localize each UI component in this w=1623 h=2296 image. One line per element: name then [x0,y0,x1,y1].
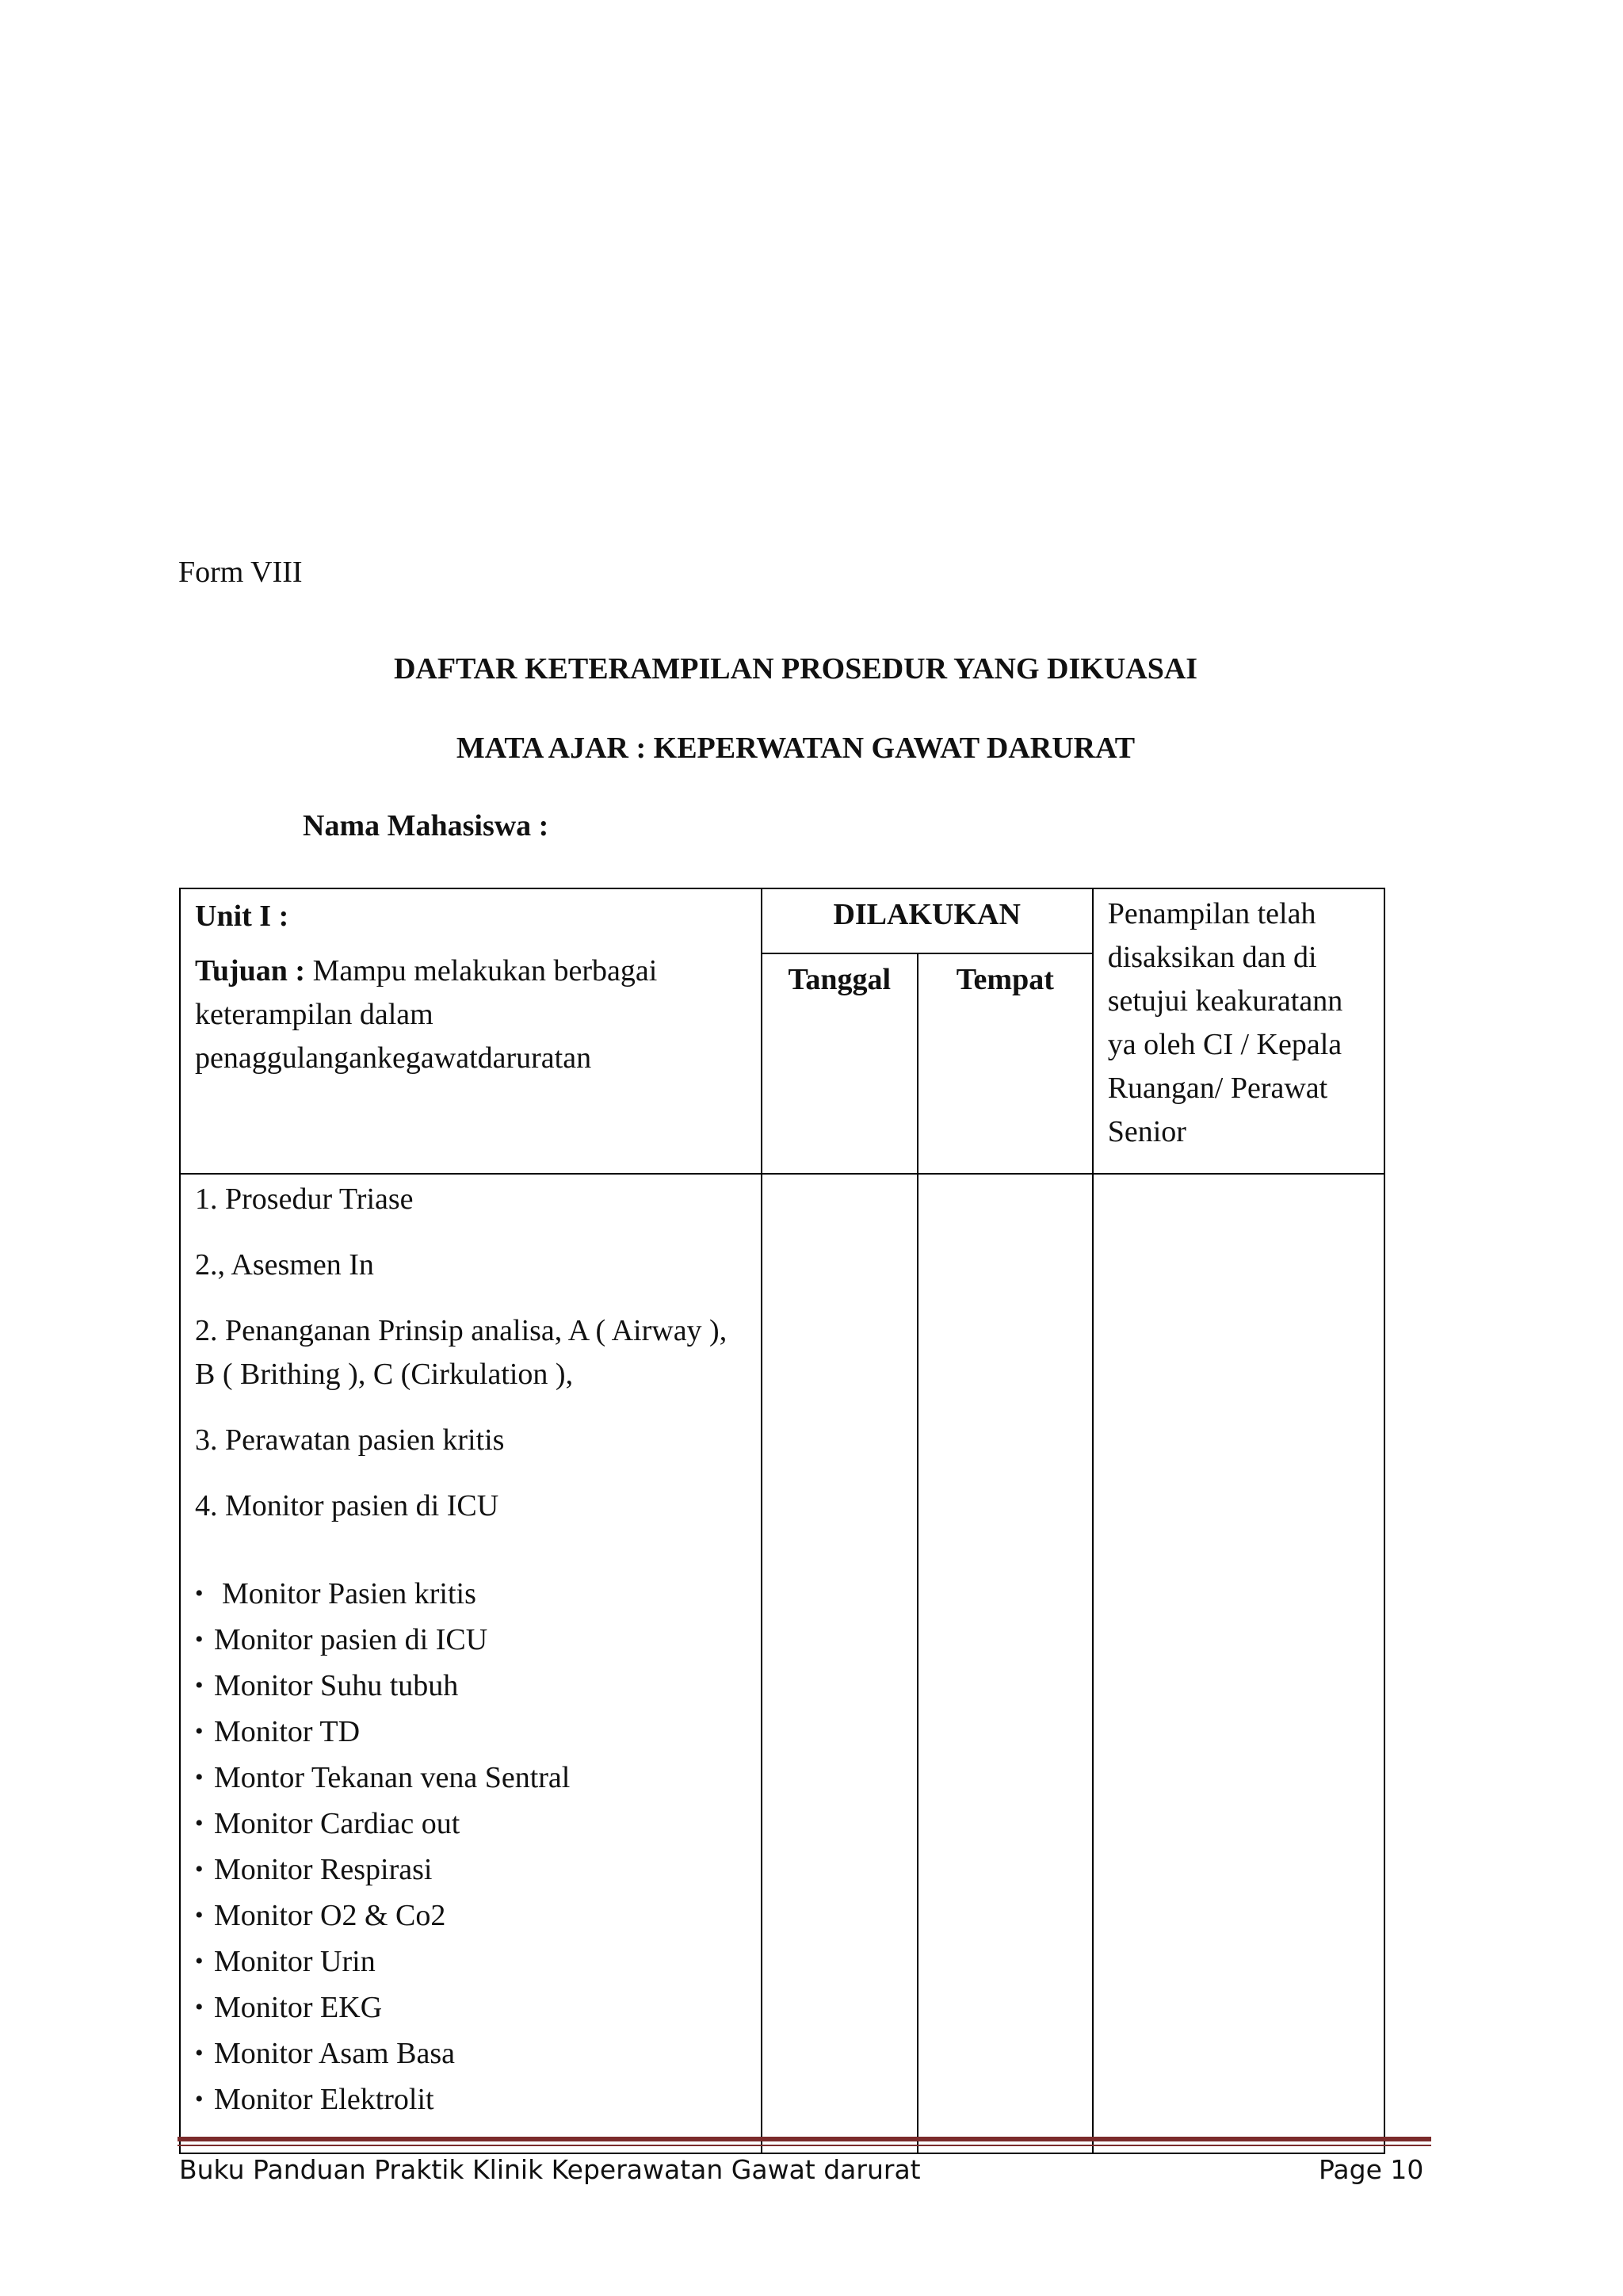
bullet-icon: • [195,1718,204,1744]
tempat-header-cell [918,953,1093,1174]
bullet-icon: • [195,1994,204,2020]
procedures-cell [180,1174,762,2153]
tanggal-header-cell [762,953,918,1174]
bullet-icon: • [195,2040,204,2066]
dilakukan-header: DILAKUKAN [833,898,1021,931]
procedure-item: 3. Perawatan pasien kritis [195,1423,505,1457]
bullet-icon: • [195,1810,204,1836]
penampilan-entry-cell[interactable] [1093,1174,1384,2153]
list-item: • Monitor Urin [195,1939,747,1985]
procedure-item: 1. Prosedur Triase [195,1182,414,1216]
list-item: • Monitor pasien di ICU [195,1617,747,1663]
bullet-icon: • [195,1672,204,1698]
tujuan-text: Mampu melakukan berbagai keterampilan dalam penaggulangankegawatdaruratan [195,954,658,1075]
penampilan-header-cell [1093,888,1384,1174]
tempat-entry-cell[interactable] [918,1174,1093,2153]
skills-table [179,888,1385,2154]
bullet-icon: • [195,1902,204,1928]
bullet-icon: • [195,1580,204,1606]
bullet-icon: • [195,1856,204,1882]
bullet-icon: • [195,2086,204,2112]
procedure-item: 2., Asesmen In [195,1248,374,1282]
form-label: Form VIII [178,556,303,589]
student-name-label: Nama Mahasiswa : [303,809,549,842]
tujuan-paragraph [195,949,747,1080]
list-item: • Monitor EKG [195,1985,747,2030]
footer-page-number: Page 10 [1319,2154,1424,2185]
footer-rule-thick [178,2137,1431,2141]
page-title: DAFTAR KETERAMPILAN PROSEDUR YANG DIKUASAI [393,652,1198,686]
list-item: • Monitor TD [195,1709,747,1755]
penampilan-header: Penampilan telah disaksikan dan di setujui keakuratann ya oleh CI / Kepala Ruangan/ Perawat Senior [1107,897,1343,1148]
list-item: • Monitor Asam Basa [195,2030,747,2076]
bullet-icon: • [195,1764,204,1790]
course-subtitle: MATA AJAR : KEPERWATAN GAWAT DARURAT [456,732,1136,765]
list-item: • Monitor Respirasi [195,1847,747,1893]
monitor-bullet-list [195,1571,747,2122]
tujuan-label: Tujuan : [195,954,306,988]
tempat-header: Tempat [956,963,1054,996]
unit-title: Unit I : [195,900,289,933]
list-item: • Monitor Elektrolit [195,2076,747,2122]
list-item: • Monitor Pasien kritis [195,1571,747,1617]
bullet-icon: • [195,1948,204,1974]
procedure-item: 2. Penanganan Prinsip analisa, A ( Airway ), B ( Brithing ), C (Cirkulation ), [195,1314,727,1391]
footer-rule-thin [178,2145,1431,2146]
list-item: • Monitor O2 & Co2 [195,1893,747,1939]
dilakukan-header-cell [762,888,1093,953]
list-item: • Monitor Suhu tubuh [195,1663,747,1709]
footer-book-title: Buku Panduan Praktik Klinik Keperawatan Gawat darurat [179,2154,921,2185]
tanggal-header: Tanggal [788,963,892,996]
tanggal-entry-cell[interactable] [762,1174,918,2153]
list-item: • Montor Tekanan vena Sentral [195,1755,747,1801]
list-item: • Monitor Cardiac out [195,1801,747,1847]
bullet-icon: • [195,1626,204,1652]
procedure-item: 4. Monitor pasien di ICU [195,1489,499,1522]
unit-header-cell [180,888,762,1174]
